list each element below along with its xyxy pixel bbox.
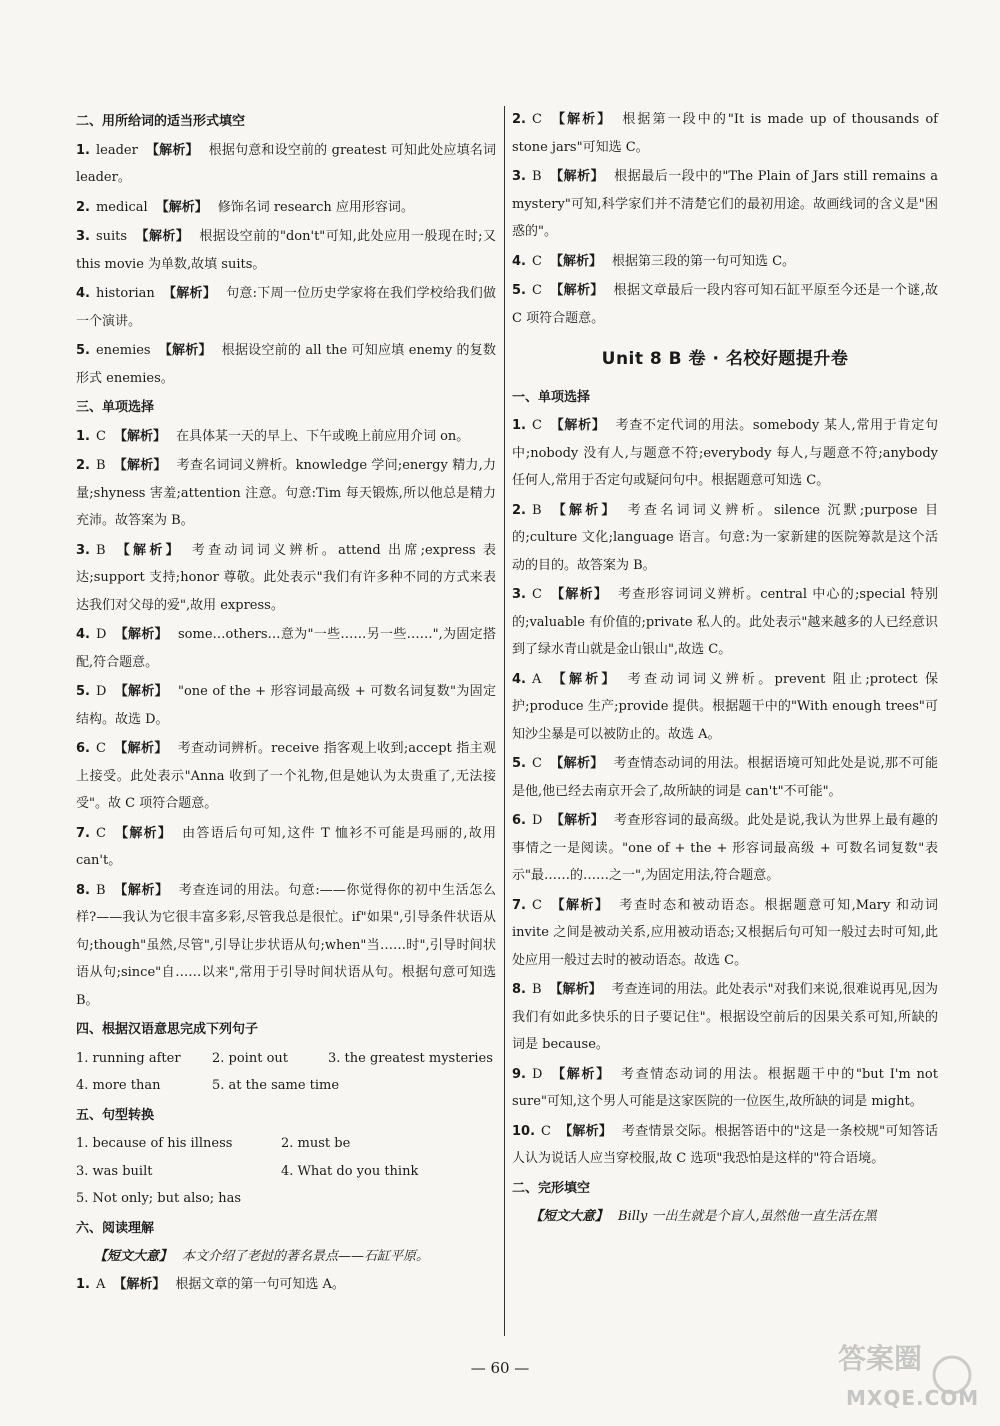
item-answer: C bbox=[531, 112, 542, 127]
answer-item bbox=[512, 1061, 938, 1116]
analysis-tag: 【解析】 bbox=[549, 418, 606, 433]
item-explanation: 考查名词词义辨析。knowledge 学问;energy 精力,力量;shyness 害羞;attention 注意。句意:Tim 每天锻炼,所以他总是精力充沛。故答案为 B。 bbox=[76, 458, 496, 528]
answer-text: 4. What do you think bbox=[281, 1163, 419, 1179]
answer-item bbox=[76, 1271, 496, 1299]
section-title: 一、单项选择 bbox=[512, 389, 591, 405]
item-explanation: 考查连词的用法。此处表示"对我们来说,很难说再见,因为我们有如此多快乐的日子要记住"。根据设空前后的因果关系可知,所缺的词是 because。 bbox=[512, 982, 938, 1052]
answer-item bbox=[512, 750, 938, 805]
watermark-text: MXQE.COM bbox=[846, 1386, 980, 1410]
answer-text: 4. more than bbox=[76, 1078, 161, 1093]
item-answer: C bbox=[531, 897, 542, 913]
item-answer: historian bbox=[95, 286, 155, 301]
summary-text: Billy 一出生就是个盲人,虽然他一直生活在黑 bbox=[618, 1209, 877, 1224]
item-number: 2. bbox=[512, 112, 526, 127]
section-title: 二、用所给词的适当形式填空 bbox=[76, 114, 246, 129]
item-explanation: 根据句意和设空前的 greatest 可知此处应填名词 leader。 bbox=[76, 142, 496, 185]
item-explanation: 考查形容词的最高级。此处是说,我认为世界上最有趣的事情之一是阅读。"one of + the + 形容词最高级 + 可数名词复数"表示"最……的……之一",为固定用法,符合题意。 bbox=[512, 813, 938, 883]
item-answer: C bbox=[531, 283, 542, 298]
answer-item bbox=[76, 678, 496, 733]
item-explanation: 根据最后一段中的"The Plain of Jars still remains a mystery"可知,科学家们并不清楚它们的最初用途。故画线词的含义是"困惑的"。 bbox=[512, 169, 938, 239]
answer-item bbox=[76, 137, 496, 192]
item-answer: C bbox=[95, 825, 106, 841]
item-explanation: 考查情景交际。根据答语中的"这是一条校规"可知答话人认为说话人应当穿校服,故 C 选项"我恐怕是这样的"符合语境。 bbox=[512, 1123, 938, 1166]
item-explanation: 考查动词辨析。receive 指客观上收到;accept 指主观上接受。此处表示"Anna 收到了一个礼物,但是她认为太贵重了,无法接受"。故 C 项符合题意。 bbox=[76, 741, 496, 811]
answer-item bbox=[512, 106, 938, 161]
answer-item bbox=[76, 423, 496, 451]
item-number: 6. bbox=[76, 741, 90, 756]
answer-item bbox=[512, 807, 938, 890]
item-number: 1. bbox=[76, 142, 90, 158]
answer-text: 1. because of his illness bbox=[76, 1136, 233, 1151]
passage-summary bbox=[512, 1203, 938, 1231]
answer-item bbox=[512, 666, 938, 749]
analysis-tag: 【解析】 bbox=[549, 253, 602, 269]
item-explanation: 在具体某一天的早上、下午或晚上前应用介词 on。 bbox=[175, 428, 470, 444]
watermark-logo bbox=[832, 1342, 982, 1415]
item-number: 4. bbox=[76, 286, 90, 301]
answer-item bbox=[76, 735, 496, 818]
item-number: 2. bbox=[512, 502, 526, 518]
analysis-tag: 【解析】 bbox=[113, 825, 173, 841]
section-title: 三、单项选择 bbox=[76, 400, 155, 415]
answer-item bbox=[76, 194, 496, 222]
item-answer: C bbox=[531, 418, 542, 433]
item-number: 1. bbox=[76, 428, 90, 444]
item-number: 2. bbox=[76, 458, 90, 473]
item-answer: B bbox=[531, 502, 542, 518]
item-explanation: 根据文章最后一段内容可知石缸平原至今还是一个谜,故 C 项符合题意。 bbox=[512, 283, 938, 326]
item-answer: C bbox=[95, 428, 106, 444]
answer-item bbox=[512, 581, 938, 664]
analysis-tag: 【解析】 bbox=[549, 587, 609, 602]
item-number: 7. bbox=[512, 897, 526, 913]
analysis-tag: 【解析】 bbox=[549, 502, 618, 518]
answer-item bbox=[76, 820, 496, 875]
item-answer: C bbox=[541, 1123, 551, 1139]
analysis-tag: 【解析】 bbox=[549, 169, 605, 184]
item-answer: B bbox=[531, 169, 542, 184]
item-number: 7. bbox=[76, 825, 90, 841]
item-explanation: 考查动词词义辨析。prevent 阻止;protect 保护;produce 生产;provide 提供。根据题干中的"With enough trees"可知沙尘暴是可以被防止的。故选 A。 bbox=[512, 671, 938, 742]
item-answer: suits bbox=[95, 229, 128, 244]
right-column bbox=[512, 106, 938, 1231]
answer-item bbox=[76, 223, 496, 278]
analysis-tag: 【解析】 bbox=[113, 458, 167, 473]
analysis-tag: 【解析】 bbox=[113, 882, 169, 898]
item-number: 4. bbox=[512, 253, 526, 269]
item-number: 8. bbox=[76, 882, 90, 898]
summary-tag: 【短文大意】 bbox=[530, 1209, 609, 1224]
analysis-tag: 【解析】 bbox=[113, 542, 182, 558]
analysis-tag: 【解析】 bbox=[550, 813, 605, 828]
answer-item bbox=[76, 537, 496, 620]
answer-item bbox=[512, 163, 938, 246]
passage-summary bbox=[76, 1243, 496, 1271]
item-explanation: 根据文章的第一句可知选 A。 bbox=[175, 1276, 345, 1292]
item-answer: B bbox=[95, 458, 106, 473]
answer-item bbox=[76, 280, 496, 335]
item-answer: D bbox=[95, 684, 107, 699]
left-column bbox=[76, 106, 496, 1300]
analysis-tag: 【解析】 bbox=[558, 1123, 613, 1139]
answer-text: 5. at the same time bbox=[212, 1078, 340, 1093]
answer-grid bbox=[76, 1045, 496, 1073]
item-answer: C bbox=[531, 253, 542, 269]
item-answer: D bbox=[531, 1066, 543, 1082]
item-number: 5. bbox=[512, 756, 526, 771]
item-number: 3. bbox=[512, 169, 526, 184]
item-explanation: 由答语后句可知,这件 T 恤衫不可能是玛丽的,故用 can't。 bbox=[76, 825, 496, 868]
item-number: 1. bbox=[76, 1276, 90, 1292]
item-answer: B bbox=[531, 982, 542, 997]
answer-item bbox=[76, 337, 496, 392]
item-answer: A bbox=[531, 671, 542, 687]
item-number: 3. bbox=[512, 587, 526, 602]
answer-text: 1. running after bbox=[76, 1050, 181, 1066]
answer-item bbox=[512, 1118, 938, 1173]
answer-item bbox=[76, 452, 496, 535]
item-answer: B bbox=[95, 882, 106, 898]
analysis-tag: 【解析】 bbox=[114, 684, 168, 699]
item-explanation: 考查动词词义辨析。attend 出席;express 表达;support 支持;honor 尊敬。此处表示"我们有许多种不同的方式来表达我们对父母的爱",故用 express。 bbox=[76, 542, 496, 613]
item-answer: enemies bbox=[95, 343, 151, 358]
answer-item bbox=[512, 497, 938, 580]
analysis-tag: 【解析】 bbox=[113, 428, 166, 444]
section-title: 六、阅读理解 bbox=[76, 1220, 155, 1236]
summary-text: 本文介绍了老挝的著名景点——石缸平原。 bbox=[182, 1249, 430, 1264]
item-explanation: 考查连词的用法。句意:——你觉得你的初中生活怎么样?——我认为它很丰富多彩,尽管我总是很忙。if"如果",引导条件状语从句;though"虽然,尽管",引导让步状语从句;when"当……时",引导时间状语从句;since"自……以来",常用于引导时间状语从句。根据句意可知选 B。 bbox=[76, 882, 496, 1008]
answer-item bbox=[512, 976, 938, 1059]
item-answer: D bbox=[531, 813, 543, 828]
answer-grid bbox=[76, 1130, 496, 1185]
item-number: 5. bbox=[512, 283, 526, 298]
item-explanation: 根据第三段的第一句可知选 C。 bbox=[611, 253, 796, 269]
analysis-tag: 【解析】 bbox=[549, 671, 618, 687]
analysis-tag: 【解析】 bbox=[158, 343, 212, 358]
answer-text: 2. point out bbox=[212, 1050, 288, 1066]
answer-grid bbox=[76, 1072, 496, 1100]
item-number: 10. bbox=[512, 1123, 536, 1139]
column-divider bbox=[504, 106, 505, 1336]
item-answer: C bbox=[95, 741, 106, 756]
item-number: 5. bbox=[76, 343, 90, 358]
item-number: 2. bbox=[76, 199, 90, 215]
item-number: 6. bbox=[512, 813, 526, 828]
analysis-tag: 【解析】 bbox=[145, 142, 199, 158]
analysis-tag: 【解析】 bbox=[549, 112, 613, 127]
section-title: 二、完形填空 bbox=[512, 1180, 591, 1196]
answer-item bbox=[76, 621, 496, 676]
answer-text: 3. was built bbox=[76, 1163, 153, 1179]
item-explanation: 根据第一段中的"It is made up of thousands of stone jars"可知选 C。 bbox=[512, 112, 938, 155]
item-explanation: 考查时态和被动语态。根据题意可知,Mary 和动词 invite 之间是被动关系,应用被动语态;又根据后句可知一般过去时可知,此处应用一般过去时的被动语态。故选 C。 bbox=[512, 897, 938, 968]
item-number: 5. bbox=[76, 684, 90, 699]
item-explanation: some…others…意为"一些……另一些……",为固定搭配,符合题意。 bbox=[76, 627, 496, 670]
answer-item bbox=[76, 877, 496, 1015]
analysis-tag: 【解析】 bbox=[155, 199, 208, 215]
page-number: — 60 — bbox=[470, 1359, 530, 1377]
analysis-tag: 【解析】 bbox=[113, 741, 168, 756]
item-answer: C bbox=[531, 587, 542, 602]
analysis-tag: 【解析】 bbox=[549, 897, 610, 913]
answer-text: 5. Not only; but also; has bbox=[76, 1191, 242, 1206]
item-number: 3. bbox=[76, 542, 90, 558]
item-explanation: 根据设空前的 all the 可知应填 enemy 的复数形式 enemies。 bbox=[76, 343, 496, 386]
analysis-tag: 【解析】 bbox=[114, 627, 168, 642]
item-explanation: 考查不定代词的用法。somebody 某人,常用于肯定句中;nobody 没有人,与题意不符;everybody 每人,与题意不符;anybody 任何人,常用于否定句或疑问句中。根据题意可知选 C。 bbox=[512, 418, 938, 488]
item-explanation: 根据设空前的"don't"可知,此处应用一般现在时;又 this movie 为单数,故填 suits。 bbox=[76, 229, 496, 272]
analysis-tag: 【解析】 bbox=[549, 982, 602, 997]
item-number: 3. bbox=[76, 229, 90, 244]
answer-text: 3. the greatest mysteries bbox=[328, 1050, 493, 1066]
unit-heading: Unit 8 B 卷 · 名校好题提升卷 bbox=[601, 349, 849, 369]
analysis-tag: 【解析】 bbox=[549, 283, 604, 298]
analysis-tag: 【解析】 bbox=[550, 1066, 611, 1082]
item-number: 9. bbox=[512, 1066, 526, 1082]
item-answer: leader bbox=[95, 142, 138, 158]
analysis-tag: 【解析】 bbox=[113, 1276, 166, 1292]
answer-text: 2. must be bbox=[281, 1136, 351, 1151]
section-title: 四、根据汉语意思完成下列句子 bbox=[76, 1022, 259, 1037]
item-explanation: "one of the + 形容词最高级 + 可数名词复数"为固定结构。故选 D。 bbox=[76, 684, 496, 727]
item-answer: A bbox=[95, 1276, 106, 1292]
item-explanation: 修饰名词 research 应用形容词。 bbox=[217, 199, 414, 215]
section-title: 五、句型转换 bbox=[76, 1107, 155, 1123]
item-explanation: 考查情态动词的用法。根据语境可知此处是说,那不可能是他,他已经去南京开会了,故所缺的词是 can't"不可能"。 bbox=[512, 756, 938, 799]
item-number: 4. bbox=[76, 627, 90, 642]
analysis-tag: 【解析】 bbox=[549, 756, 604, 771]
item-number: 1. bbox=[512, 418, 526, 433]
watermark-text: 答案圈 bbox=[838, 1342, 923, 1375]
analysis-tag: 【解析】 bbox=[162, 286, 217, 301]
item-explanation: 考查名词词义辨析。silence 沉默;purpose 目的;culture 文化;language 语言。句意:为一家新建的医院筹款是这个活动的目的。故答案为 B。 bbox=[512, 502, 938, 573]
analysis-tag: 【解析】 bbox=[135, 229, 190, 244]
item-explanation: 句意:下周一位历史学家将在我们学校给我们做一个演讲。 bbox=[76, 286, 496, 329]
item-explanation: 考查情态动词的用法。根据题干中的"but I'm not sure"可知,这个男人可能是这家医院的一位医生,故所缺的词是 might。 bbox=[512, 1066, 938, 1109]
answer-item bbox=[512, 248, 938, 276]
answer-item bbox=[512, 892, 938, 975]
item-answer: C bbox=[531, 756, 542, 771]
item-answer: medical bbox=[95, 199, 148, 215]
item-number: 4. bbox=[512, 671, 526, 687]
summary-tag: 【短文大意】 bbox=[94, 1249, 173, 1264]
item-explanation: 考查形容词词义辨析。central 中心的;special 特别的;valuable 有价值的;private 私人的。此处表示"越来越多的人已经意识到了绿水青山就是金山银山",故选 C。 bbox=[512, 587, 938, 657]
item-answer: D bbox=[95, 627, 107, 642]
item-answer: B bbox=[95, 542, 106, 558]
item-number: 8. bbox=[512, 982, 526, 997]
answer-item bbox=[512, 277, 938, 332]
answer-item bbox=[512, 412, 938, 495]
